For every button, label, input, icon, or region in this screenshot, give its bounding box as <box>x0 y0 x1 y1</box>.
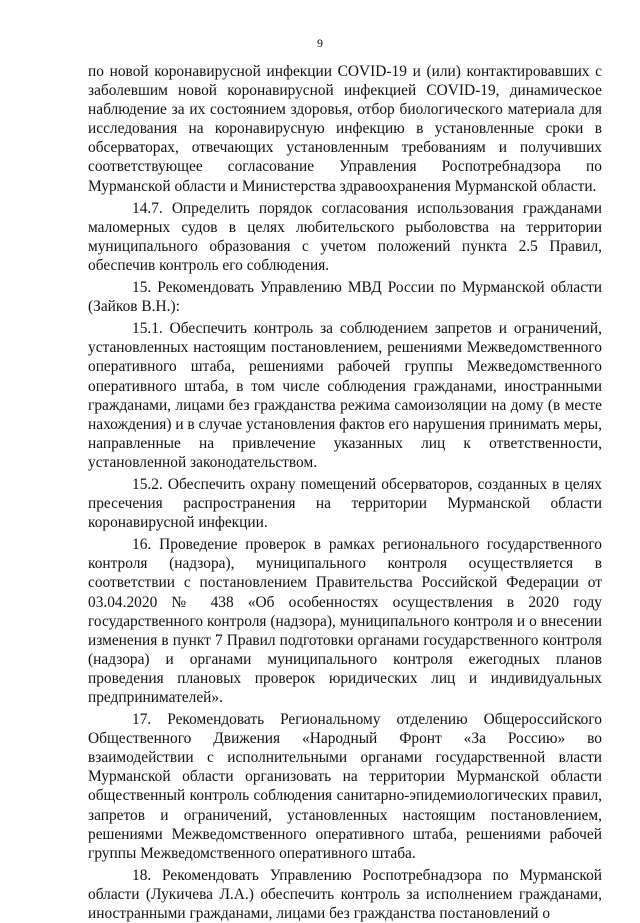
paragraph-15-1: 15.1. Обеспечить контроль за соблюдением запретов и ограничений, установленных настоящим постановлением, решениями Межведомственного оперативного штаба, решениями рабочей группы Межведомственного оперативного штаба, в том числе соблюдения гражданами, иностранными гражданами, лицами без гражданства режима самоизоляции на дому (в месте нахождения) и в случае установления фактов его нарушения принимать меры, направленные на привлечение указанных лиц к ответственности, установленной законодательством. <box>88 320 602 471</box>
paragraph-continuation: по новой коронавирусной инфекции COVID-19 и (или) контактировавших с заболевшим новой коронавирусной инфекцией COVID-19, динамическое наблюдение за их состоянием здоровья, отбор биологического материала для исследования на коронавирусную инфекцию в установленные сроки в обсерваторах, отвечающих установленным требованиям и получивших соответствующее согласование Управления Роспотребнадзора по Мурманской области и Министерства здравоохранения Мурманской области. <box>88 63 602 195</box>
paragraph-18: 18. Рекомендовать Управлению Роспотребнадзора по Мурманской области (Лукичева Л.А.) обеспечить контроль за исполнением гражданами, иностранными гражданами, лицами без гражданства постановлений о <box>88 866 602 923</box>
paragraph-17: 17. Рекомендовать Региональному отделению Общероссийского Общественного Движения «Народный Фронт «За Россию» во взаимодействии с исполнительными органами государственной власти Мурманской области организовать на территории Мурманской области общественный контроль соблюдения санитарно-эпидемиологических правил, запретов и ограничений, установленных настоящим постановлением, решениями Межведомственного оперативного штаба, решениями рабочей группы Межведомственного оперативного штаба. <box>88 711 602 862</box>
paragraph-15-2: 15.2. Обеспечить охрану помещений обсерваторов, созданных в целях пресечения распространения на территории Мурманской области коронавирусной инфекции. <box>88 475 602 532</box>
paragraph-15: 15. Рекомендовать Управлению МВД России по Мурманской области (Зайков В.Н.): <box>88 279 602 316</box>
page-number: 9 <box>317 36 323 50</box>
paragraph-16: 16. Проведение проверок в рамках регионального государственного контроля (надзора), муниципального контроля осуществляется в соответствии с постановлением Правительства Российской Федерации от 03.04.2020 № 438 «Об особенностях осуществления в 2020 году государственного контроля (надзора), муниципального контроля и о внесении изменения в пункт 7 Правил подготовки органами государственного контроля (надзора) и органами муниципального контроля ежегодных планов проведения плановых проверок юридических лиц и индивидуальных предпринимателей». <box>88 536 602 706</box>
document-body <box>88 62 602 923</box>
paragraph-14-7: 14.7. Определить порядок согласования использования гражданами маломерных судов в целях любительского рыболовства на территории муниципального образования с учетом положений пункта 2.5 Правил, обеспечив контроль его соблюдения. <box>88 199 602 274</box>
